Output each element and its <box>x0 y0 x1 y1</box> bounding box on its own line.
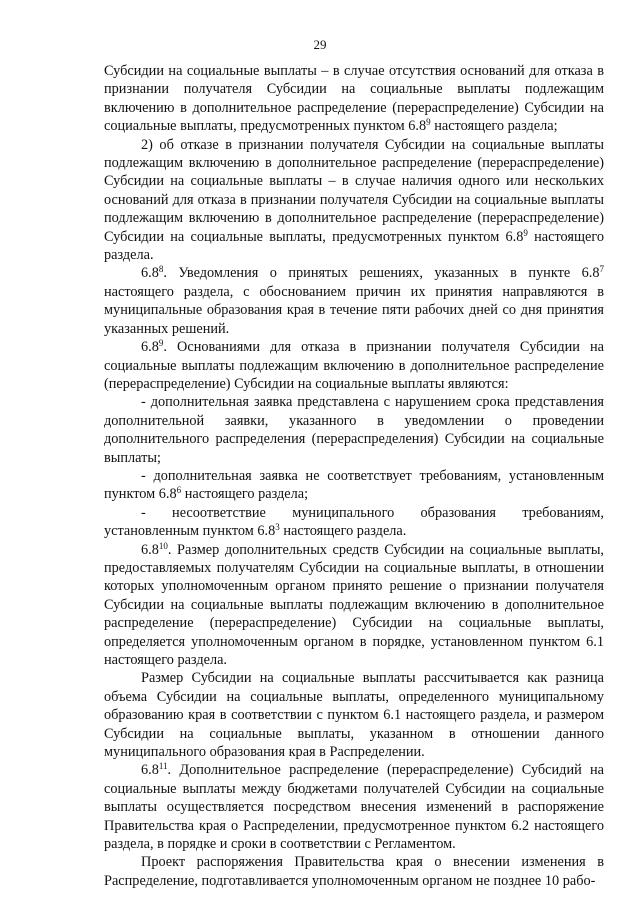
paragraph-text: Субсидии на социальные выплаты – в случае отсутствия оснований для отказа в признании получателя Субсидии на социальные выплаты подлежащим включению в дополнительное распределение (перераспределение) Субсидии на социальные выплаты, предусмотренных пунктом 6.8 <box>104 63 604 135</box>
superscript-index: 11 <box>158 761 168 772</box>
paragraph-text: - дополнительная заявка не соответствует требованиям, установленным пунктом 6.8 <box>104 467 604 503</box>
paragraph-text: настоящего раздела; <box>430 118 558 135</box>
paragraph-text: 2) об отказе в признании получателя Субсидии на социальные выплаты подлежащим включению в дополнительное распределение (перераспределение) Субсидии на социальные выплаты – в случае наличия одного или нескольких оснований для отказа в признании получателя Субсидии на социальные выплаты подлежащим включению в дополнительное распределение (перераспределение) Субсидии на социальные выплаты, предусмотренных пунктом 6.8 <box>104 136 604 245</box>
superscript-index: 6 <box>176 485 182 496</box>
paragraph-text: . Основаниями для отказа в признании получателя Субсидии на социальные выплаты подлежащим включению в дополнительное распределение (перераспределение) Субсидии на социальные выплаты являются: <box>104 339 604 392</box>
paragraph <box>104 264 604 338</box>
paragraph <box>104 853 604 890</box>
paragraph <box>104 467 604 504</box>
paragraph <box>104 136 604 265</box>
superscript-index: 9 <box>523 227 528 238</box>
paragraph-text: настоящего раздела. <box>279 523 407 540</box>
document-body <box>104 62 604 890</box>
paragraph-text: настоящего раздела. <box>104 228 604 264</box>
superscript-index: 9 <box>158 338 164 349</box>
paragraph-text: - дополнительная заявка представлена с нарушением срока представления дополнительной заявки, указанного в уведомлении о проведении дополнительного распределения (перераспределения) Субсидии на социальные выплаты; <box>104 394 604 466</box>
paragraph <box>104 62 604 136</box>
paragraph <box>104 393 604 467</box>
page-number: 29 <box>313 37 327 52</box>
superscript-index: 7 <box>599 264 604 275</box>
paragraph-text: 6.8 <box>141 541 159 558</box>
paragraph-text: . Дополнительное распределение (перераспределение) Субсидий на социальные выплаты между бюджетами получателей Субсидии на социальные выплаты осуществляется посредством внесения изменений в распоряжение Правительства края о Распределении, предусмотренное пунктом 6.2 настоящего раздела, в порядке и сроки в соответствии с Регламентом. <box>104 762 604 853</box>
paragraph <box>104 541 604 670</box>
paragraph <box>104 504 604 541</box>
paragraph-text: Проект распоряжения Правительства края о внесении изменения в Распределение, подготавливается уполномоченным органом не позднее 10 рабо- <box>104 854 604 889</box>
superscript-index: 9 <box>426 117 431 128</box>
paragraph-text: . Уведомления о принятых решениях, указанных в пункте 6.8 <box>163 265 600 282</box>
paragraph-text: 6.8 <box>141 762 159 779</box>
paragraph <box>104 761 604 853</box>
paragraph-text: Размер Субсидии на социальные выплаты рассчитывается как разница объема Субсидии на социальные выплаты, определенного муниципальному образованию края в соответствии с пунктом 6.1 настоящего раздела, и размером Субсидии на социальные выплаты, указанном в отношении данного муниципального образования края в Распределении. <box>104 670 604 761</box>
superscript-index: 3 <box>275 522 280 533</box>
paragraph-text: . Размер дополнительных средств Субсидии на социальные выплаты, предоставляемых получателям Субсидии на социальные выплаты, в отношении которых уполномоченным органом принято решение о признании получателя Субсидии на социальные выплаты подлежащим включению в дополнительное распределение (перераспределение) Субсидии на социальные выплаты, определяется уполномоченным органом в порядке, установленном пунктом 6.1 настоящего раздела. <box>104 541 604 668</box>
superscript-index: 8 <box>158 264 164 275</box>
paragraph <box>104 669 604 761</box>
paragraph-text: 6.8 <box>141 265 159 282</box>
paragraph-text: настоящего раздела; <box>181 486 309 503</box>
paragraph-text: настоящего раздела, с обоснованием причин их принятия направляются в муниципальные образования края в течение пяти рабочих дней со дня принятия указанных решений. <box>104 283 604 337</box>
paragraph-text: 6.8 <box>141 339 159 356</box>
paragraph <box>104 338 604 393</box>
superscript-index: 10 <box>158 540 168 551</box>
paragraph-text: - несоответствие муниципального образования требованиям, установленным пунктом 6.8 <box>104 504 604 540</box>
